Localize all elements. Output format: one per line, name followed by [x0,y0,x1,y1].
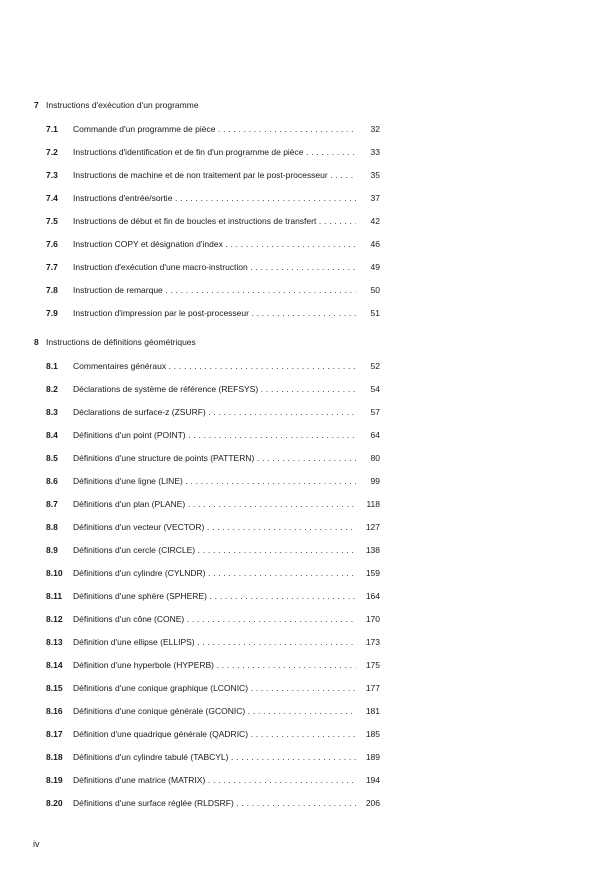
entry-title: Définitions d'un cercle (CIRCLE) . . . [73,545,356,556]
entry-number: 7.8 [46,285,58,295]
entry-title: Instructions de machine et de non traitement par le post-processeur . . . [73,170,356,181]
entry-number: 8.16 [46,706,63,716]
toc-entry[interactable] [46,637,380,648]
entry-number: 7.7 [46,262,58,272]
entry-number: 7.4 [46,193,58,203]
entry-number: 8.17 [46,729,63,739]
entry-title: Déclarations de surface-z (ZSURF) . . . [73,407,356,418]
entry-title: Instructions d'entrée/sortie . . . [73,193,356,204]
entry-number: 8.13 [46,637,63,647]
entry-title: Définitions d'une surface réglée (RLDSRF) . . . [73,798,356,809]
entry-number: 7.3 [46,170,58,180]
entry-page: 54 [370,384,380,394]
entry-page: 164 [365,591,380,601]
entry-page: 189 [365,752,380,762]
entry-page: 33 [370,147,380,157]
entry-number: 7.5 [46,216,58,226]
entry-page: 46 [370,239,380,249]
entry-page: 51 [370,308,380,318]
toc-entry[interactable] [46,729,380,740]
entry-number: 7.2 [46,147,58,157]
entry-number: 8.18 [46,752,63,762]
toc-entry[interactable] [46,568,380,579]
entry-page: 37 [370,193,380,203]
entry-title: Instructions de début et fin de boucles et instructions de transfert . . . [73,216,356,227]
entry-title: Définitions d'une structure de points (PATTERN) . . . [73,453,356,464]
entry-number: 8.11 [46,591,63,601]
entry-number: 8.9 [46,545,58,555]
toc-entry[interactable] [46,407,380,418]
entry-page: 185 [365,729,380,739]
entry-number: 8.8 [46,522,58,532]
toc-entry[interactable] [46,147,380,158]
entry-number: 8.4 [46,430,58,440]
toc-entry[interactable] [46,430,380,441]
chapter-title: Instructions d'exécution d'un programme [46,100,199,110]
entry-page: 80 [370,453,380,463]
entry-page: 127 [365,522,380,532]
entry-page: 32 [370,124,380,134]
entry-number: 8.20 [46,798,63,808]
entry-page: 175 [365,660,380,670]
toc-entry[interactable] [46,706,380,717]
entry-title: Commande d'un programme de pièce . . . [73,124,356,135]
toc-entry[interactable] [46,170,380,181]
toc-entry[interactable] [46,453,380,464]
entry-title: Définitions d'un cylindre (CYLNDR) . . . [73,568,356,579]
toc-entry[interactable] [46,614,380,625]
toc-entry[interactable] [46,476,380,487]
entry-title: Définition d'une quadrique générale (QADRIC) . . . [73,729,356,740]
entry-title: Définitions d'une sphère (SPHERE) . . . [73,591,356,602]
entry-title: Instruction d'exécution d'une macro-instruction . . . [73,262,356,273]
entry-page: 64 [370,430,380,440]
entry-title: Définition d'une hyperbole (HYPERB) . . . [73,660,356,671]
toc-entry[interactable] [46,308,380,319]
toc-entry[interactable] [46,239,380,250]
toc-entry[interactable] [46,124,380,135]
entry-page: 177 [365,683,380,693]
entry-title: Définitions d'un vecteur (VECTOR) . . . [73,522,356,533]
entry-page: 35 [370,170,380,180]
entry-page: 173 [365,637,380,647]
entry-title: Déclarations de système de référence (REFSYS) . . . [73,384,356,395]
page-number: iv [33,839,40,849]
entry-page: 159 [365,568,380,578]
entry-title: Commentaires généraux . . . [73,361,356,372]
toc-entry[interactable] [46,262,380,273]
toc-entry[interactable] [46,752,380,763]
entry-page: 52 [370,361,380,371]
entry-number: 7.6 [46,239,58,249]
entry-page: 194 [365,775,380,785]
toc-entry[interactable] [46,522,380,533]
toc-entry[interactable] [46,361,380,372]
toc-entry[interactable] [46,591,380,602]
chapter-number: 8 [34,337,39,347]
entry-page: 50 [370,285,380,295]
toc-entry[interactable] [46,660,380,671]
toc-entry[interactable] [46,775,380,786]
entry-title: Instructions d'identification et de fin d'un programme de pièce . . . [73,147,356,158]
entry-number: 8.15 [46,683,63,693]
entry-title: Instruction d'impression par le post-processeur . . . [73,308,356,319]
entry-title: Définitions d'une matrice (MATRIX) . . . [73,775,356,786]
entry-number: 7.1 [46,124,58,134]
toc-entry[interactable] [46,384,380,395]
entry-number: 8.19 [46,775,63,785]
chapter-heading [34,337,196,348]
entry-page: 170 [365,614,380,624]
toc-entry[interactable] [46,683,380,694]
entry-title: Définitions d'un cône (CONE) . . . [73,614,356,625]
entry-title: Définition d'une ellipse (ELLIPS) . . . [73,637,356,648]
toc-entry[interactable] [46,285,380,296]
toc-entry[interactable] [46,798,380,809]
entry-number: 7.9 [46,308,58,318]
entry-number: 8.14 [46,660,63,670]
entry-page: 181 [365,706,380,716]
entry-number: 8.3 [46,407,58,417]
entry-title: Définitions d'une conique générale (GCONIC) . . . [73,706,356,717]
entry-title: Définitions d'un cylindre tabulé (TABCYL) . . . [73,752,356,763]
entry-number: 8.5 [46,453,58,463]
entry-page: 57 [370,407,380,417]
chapter-heading [34,100,199,111]
chapter-title: Instructions de définitions géométriques [46,337,196,347]
entry-page: 138 [365,545,380,555]
entry-page: 99 [370,476,380,486]
entry-number: 8.12 [46,614,63,624]
toc-entry[interactable] [46,193,380,204]
entry-number: 8.1 [46,361,58,371]
entry-page: 42 [370,216,380,226]
toc-entry[interactable] [46,499,380,510]
entry-number: 8.10 [46,568,63,578]
entry-number: 8.7 [46,499,58,509]
entry-page: 206 [365,798,380,808]
entry-title: Instruction COPY et désignation d'index . . . [73,239,356,250]
toc-entry[interactable] [46,545,380,556]
entry-title: Instruction de remarque . . . [73,285,356,296]
entry-page: 49 [370,262,380,272]
entry-title: Définitions d'un point (POINT) . . . [73,430,356,441]
entry-title: Définitions d'un plan (PLANE) . . . [73,499,356,510]
entry-number: 8.2 [46,384,58,394]
entry-page: 118 [366,499,380,509]
toc-entry[interactable] [46,216,380,227]
chapter-number: 7 [34,100,39,110]
entry-number: 8.6 [46,476,58,486]
entry-title: Définitions d'une conique graphique (LCONIC) . . . [73,683,356,694]
entry-title: Définitions d'une ligne (LINE) . . . [73,476,356,487]
